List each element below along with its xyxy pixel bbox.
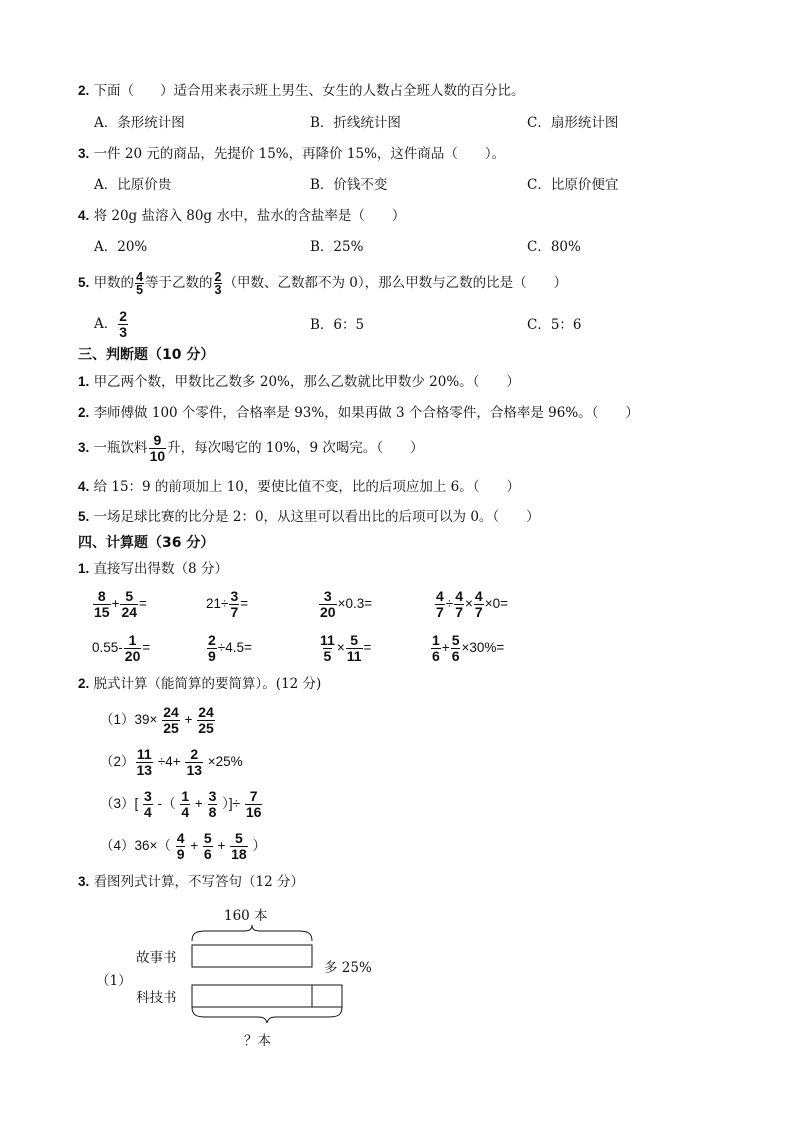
oral-a1: $\frac{8}{15}$ + $\frac{5}{24}$ = — [94, 587, 147, 620]
q5-stem: 5. 甲数的 $\frac{4}{5}$ 等于乙数的 $\frac{2}{3}$ （甲数、乙数都不为 0），那么甲数与乙数的比是（ ） — [78, 269, 568, 297]
q2-option-a[interactable]: A．条形统计图 — [94, 115, 185, 131]
step-calc-2: （2） $\frac{11}{13}$ ÷4+ $\frac{2}{13}$ ×25% — [100, 745, 243, 778]
q2-stem: 2. 下面（ ）适合用来表示班上男生、女生的人数占全班人数的百分比。 — [78, 83, 525, 99]
q3-stem: 3. 一件 20 元的商品，先提价 15%，再降价 15%，这件商品（ ）。 — [78, 146, 506, 162]
q4-option-b[interactable]: B．25% — [310, 239, 364, 255]
fraction: $\frac{9}{10}$ — [149, 431, 166, 464]
q2-number: 2. — [78, 83, 90, 98]
calc-q1: 1. 直接写出得数（8 分） — [78, 561, 228, 577]
part-label: （1） — [96, 973, 132, 989]
story-book-bar — [192, 945, 312, 967]
judge-item-1: 1. 甲乙两个数，甲数比乙数多 20%，那么乙数就比甲数少 20%。（ ） — [78, 374, 520, 390]
step-calc-3: （3）[ $\frac{3}{4}$ -（ $\frac{1}{4}$ + $\frac{3}{8}$ ）]÷ $\frac{7}{16}$ — [100, 787, 262, 820]
fraction: $\frac{4}{5}$ — [136, 269, 144, 297]
q4-option-a[interactable]: A．20% — [94, 239, 148, 255]
q5-option-b[interactable]: B．6：5 — [310, 317, 365, 333]
section-3-title: 三、判断题（10 分） — [78, 347, 215, 363]
diagram-top-label: 160 本 — [224, 908, 268, 924]
story-book-label: 故事书 — [136, 950, 177, 966]
q4-stem: 4. 将 20g 盐溶入 80g 水中，盐水的含盐率是（ ） — [78, 208, 406, 224]
oral-b2: $\frac{2}{9}$ ÷4.5= — [208, 631, 252, 664]
step-calc-4: （4）36×（ $\frac{4}{9}$ + $\frac{5}{6}$ + $\frac{5}{18}$ ） — [100, 829, 266, 862]
judge-item-4: 4. 给 15：9 的前项加上 10，要使比值不变，比的后项应加上 6。（ ） — [78, 479, 521, 495]
fraction: $\frac{2}{3}$ — [214, 269, 222, 297]
judge-item-5: 5. 一场足球比赛的比分是 2：0，从这里可以看出比的后项可以为 0。（ ） — [78, 509, 540, 525]
tech-book-label: 科技书 — [136, 990, 177, 1006]
judge-item-3: 3. 一瓶饮料 $\frac{9}{10}$ 升，每次喝它的 10%，9 次喝完。（ ） — [78, 431, 424, 464]
oral-a3: $\frac{3}{20}$ ×0.3= — [320, 587, 373, 620]
q2-option-b[interactable]: B．折线统计图 — [310, 115, 401, 131]
judge-item-2: 2. 李师傅做 100 个零件，合格率是 93%，如果再做 3 个合格零件，合格率是 96%。（ ） — [78, 405, 639, 421]
calc-q2: 2. 脱式计算（能简算的要简算）。(12 分) — [78, 676, 322, 692]
oral-a4: $\frac{4}{7}$ ÷ $\frac{4}{7}$ × $\frac{4}{7}$ ×0= — [436, 587, 508, 620]
oral-a2: 21÷ $\frac{3}{7}$ = — [206, 587, 249, 620]
oral-b1: 0.55- $\frac{1}{20}$ = — [92, 631, 151, 664]
step-calc-1: （1）39× $\frac{24}{25}$ + $\frac{24}{25}$ — [100, 703, 214, 736]
calc-q3: 3. 看图列式计算，不写答句（12 分） — [78, 874, 305, 890]
q3-option-c[interactable]: C．比原价便宜 — [527, 177, 619, 193]
segment-diagram — [0, 895, 794, 1075]
oral-b4: $\frac{1}{6}$ + $\frac{5}{6}$ ×30%= — [432, 631, 505, 664]
section-4-title: 四、计算题（36 分） — [78, 535, 215, 551]
q3-option-a[interactable]: A．比原价贵 — [94, 177, 172, 193]
q4-option-c[interactable]: C．80% — [527, 239, 581, 255]
more-label: 多 25% — [324, 960, 372, 976]
tech-book-bar — [192, 985, 342, 1007]
q5-option-a[interactable]: A． $\frac{2}{3}$ — [94, 307, 128, 340]
q3-option-b[interactable]: B．价钱不变 — [310, 177, 388, 193]
fraction: $\frac{2}{3}$ — [119, 307, 128, 340]
diagram-bottom-label: ？本 — [244, 1033, 271, 1049]
bottom-brace — [192, 1007, 342, 1023]
oral-b3: $\frac{11}{5}$ × $\frac{5}{11}$ = — [320, 631, 372, 664]
top-brace — [192, 925, 312, 941]
q2-option-c[interactable]: C．扇形统计图 — [527, 115, 619, 131]
q5-option-c[interactable]: C．5：6 — [527, 317, 582, 333]
